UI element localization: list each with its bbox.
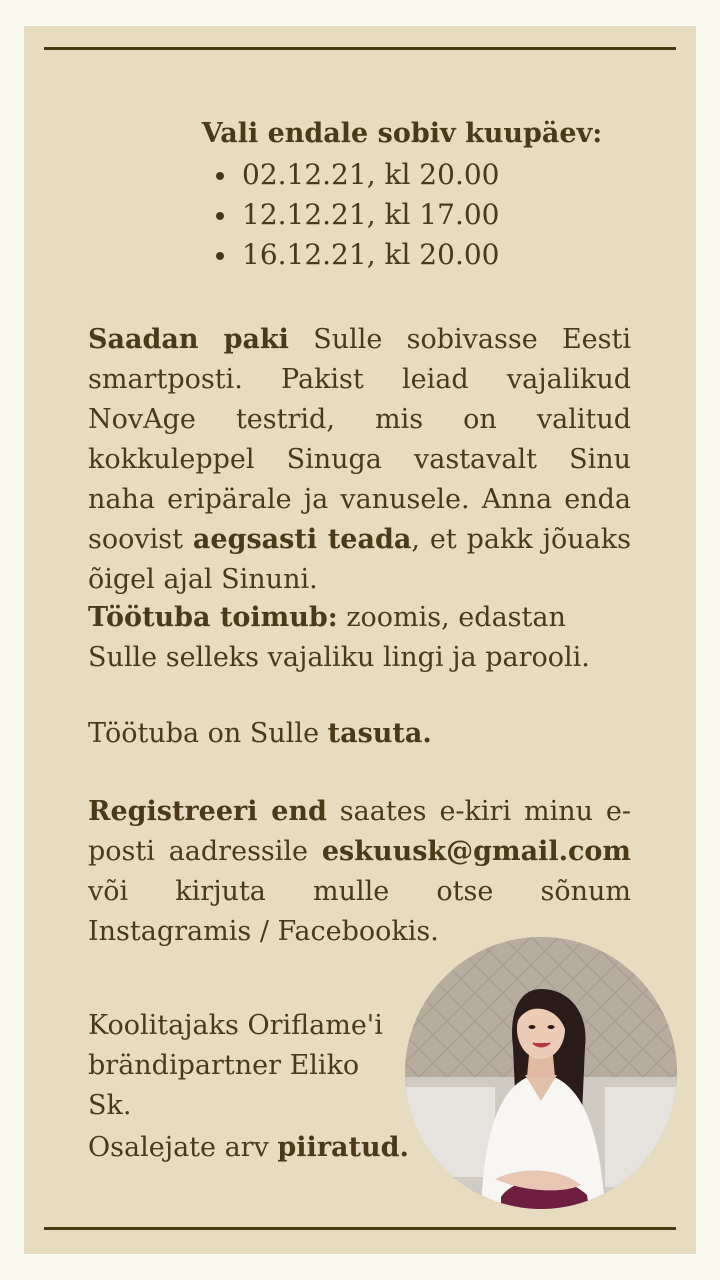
free-bold: tasuta.: [327, 718, 432, 749]
trainer-photo: [405, 937, 677, 1209]
date-item: 02.12.21, kl 20.00: [214, 155, 499, 195]
trainer-line-1: Koolitajaks Oriflame'i: [88, 1010, 383, 1041]
date-list: [214, 155, 499, 275]
notice-bold: aegsasti teada: [192, 524, 412, 555]
info-card: [24, 26, 696, 1254]
limited-bold: piiratud.: [277, 1132, 409, 1163]
trainer-line-2: brändipartner Eliko Sk.: [88, 1050, 360, 1121]
date-item: 16.12.21, kl 20.00: [214, 235, 499, 275]
workshop-location-text: zoomis, edastan Sulle selleks vajaliku lingi ja parooli.: [88, 602, 590, 673]
workshop-location-bold: Töötuba toimub:: [88, 602, 338, 633]
bottom-divider: [44, 1227, 676, 1230]
register-bold: Registreeri end: [88, 796, 327, 827]
free-text: Töötuba on Sulle: [88, 718, 328, 749]
register-paragraph: [88, 792, 631, 952]
workshop-location-paragraph: [88, 598, 631, 678]
limited-text: Osalejate arv: [88, 1132, 278, 1163]
register-text: saates e-kiri minu e-posti aadressile: [88, 796, 632, 867]
register-text-end: või kirjuta mulle otse sõnum Instagramis / Facebookis.: [88, 876, 631, 947]
trainer-portrait-illustration: [405, 937, 677, 1209]
package-paragraph: [88, 320, 631, 600]
date-item: 12.12.21, kl 17.00: [214, 195, 499, 235]
email-address: eskuusk@gmail.com: [321, 836, 631, 867]
package-text-end: , et pakk jõuaks õigel ajal Sinuni.: [88, 524, 632, 595]
package-text: Sulle sobivasse Eesti smartposti. Pakist leiad vajalikud NovAge testrid, mis on valitud kokkuleppel Sinuga vastavalt Sinu naha eripärale ja vanusele. Anna enda soovist: [88, 324, 632, 555]
free-paragraph: [88, 714, 631, 754]
package-bold: Saadan paki: [88, 324, 289, 355]
date-heading: Vali endale sobiv kuupäev:: [201, 118, 603, 149]
top-divider: [44, 47, 676, 50]
trainer-paragraph: [88, 1006, 408, 1126]
